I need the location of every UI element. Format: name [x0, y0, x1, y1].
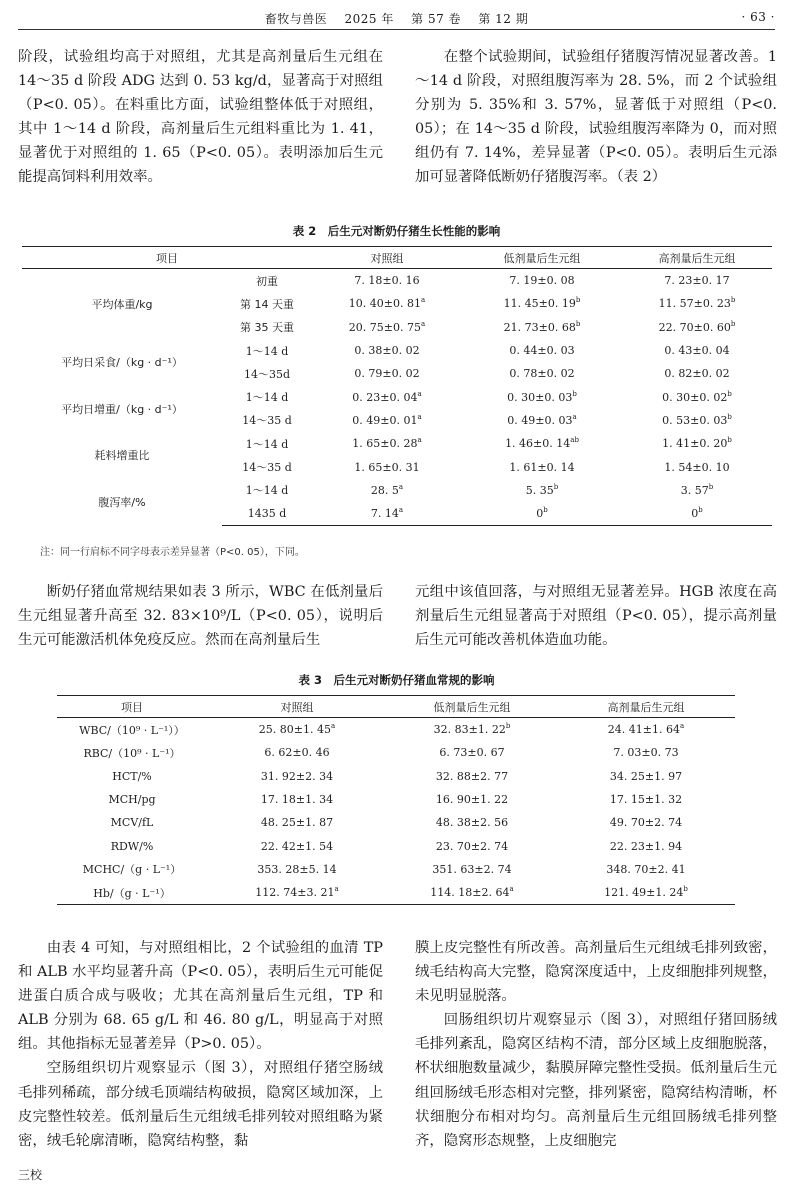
cell: 0. 82±0. 02: [664, 367, 730, 381]
text-top-right: [415, 45, 777, 190]
cell: 32. 88±2. 77: [435, 769, 509, 783]
cell: 3. 57$^b$: [680, 482, 714, 497]
text-bottom-right: [415, 936, 777, 1153]
cell: 121. 49±1. 24$^b$: [557, 881, 735, 905]
footer-proof-mark: 三校: [18, 1168, 43, 1182]
cell: 0. 30±0. 02$^b$: [662, 389, 732, 404]
text-top-left: [18, 45, 383, 190]
cell: 351. 63±2. 74: [432, 862, 512, 876]
cell: 0. 43±0. 04: [664, 344, 730, 358]
table3: [57, 695, 735, 905]
cell: 28. 5$^a$: [370, 482, 404, 497]
row-group-label: 耗料增重比: [94, 449, 150, 463]
cell: 0$^b$: [462, 502, 622, 526]
col-header: 低剂量后生元组: [387, 696, 557, 718]
table-row: [57, 718, 735, 742]
col-header: 高剂量后生元组: [622, 247, 772, 269]
cell: 10. 40±0. 81$^a$: [348, 296, 426, 311]
cell: 31. 92±2. 34: [260, 769, 334, 783]
paragraph: 由表 4 可知，与对照组相比，2 个试验组的血清 TP 和 ALB 水平均显著升高（P<0. 05），表明后生元可能促进蛋白质合成与吸收；尤其在高剂量后生元组，TP 和 ALB 分别为 68. 65 g/L 和 46. 80 g/L，明显高于对照组。其他指标无显著差异（P>0. 05）。: [18, 940, 383, 1053]
col-header: 低剂量后生元组: [462, 247, 622, 269]
cell: 23. 70±2. 74: [435, 839, 509, 853]
table-row: [22, 432, 772, 455]
row-label: WBC/（10⁹ · L⁻¹））: [79, 723, 185, 737]
cell: 17. 15±1. 32: [609, 793, 683, 807]
cell: 16. 90±1. 22: [435, 793, 509, 807]
table-row: [57, 881, 735, 905]
cell: 7. 18±0. 16: [354, 274, 420, 288]
row-label: RBC/（10⁹ · L⁻¹）: [83, 746, 181, 760]
col-header: 高剂量后生元组: [557, 696, 735, 718]
cell: 0. 38±0. 02: [354, 344, 420, 358]
row-label: RDW/%: [110, 839, 154, 853]
row-group-label: 平均日采食/（kg · d⁻¹）: [61, 356, 183, 370]
cell: 112. 74±3. 21$^a$: [207, 881, 387, 905]
cell: 0. 79±0. 02: [354, 367, 420, 381]
cell: 48. 25±1. 87: [260, 816, 334, 830]
cell: 22. 23±1. 94: [609, 839, 683, 853]
cell: 11. 45±0. 19$^b$: [503, 296, 581, 311]
cell: 22. 70±0. 60$^b$: [658, 319, 736, 334]
cell: 17. 18±1. 34: [260, 793, 334, 807]
col-header: 项目: [22, 247, 312, 269]
cell: 1. 41±0. 20$^b$: [662, 436, 732, 451]
paragraph: 在整个试验期间，试验组仔猪腹泻情况显著改善。1～14 d 阶段，对照组腹泻率为 28. 5%，而 2 个试验组分别为 5. 35%和 3. 57%，显著低于对照组（P<0. 05）；在 14～35 d 阶段，试验组腹泻率降为 0，而对照组仍有 7. 14%，差异显著（P<0. 05）。表明后生元添加可显著降低断奶仔猪腹泻率。（表 2）: [415, 49, 777, 186]
cell: 0. 49±0. 03$^a$: [507, 412, 577, 427]
cell: 32. 83±1. 22$^b$: [433, 722, 511, 737]
table-row: [22, 269, 772, 293]
col-header: 对照组: [312, 247, 462, 269]
row-label: HCT/%: [112, 769, 152, 783]
cell: 1. 65±0. 31: [354, 460, 420, 474]
table-row: [57, 765, 735, 788]
row-sub-label: 1～14 d: [245, 484, 289, 498]
table-row: [22, 339, 772, 362]
row-sub-label: 14～35 d: [242, 461, 292, 475]
journal-issue: 第 12 期: [478, 12, 529, 26]
row-sub-label: 14～35 d: [242, 414, 292, 428]
cell: 6. 73±0. 67: [439, 746, 505, 760]
cell: 1. 46±0. $14^{ab}$: [505, 436, 579, 451]
col-header: 项目: [57, 696, 207, 718]
cell: 20. 75±0. 75$^a$: [348, 319, 426, 334]
cell: 114. 18±2. 64$^a$: [387, 881, 557, 905]
table2-header-row: [22, 247, 772, 269]
cell: 353. 28±5. 14: [257, 862, 337, 876]
table2-caption: 表 2 后生元对断奶仔猪生长性能的影响: [292, 224, 501, 238]
cell: 0. 49±0. 01$^a$: [352, 412, 422, 427]
row-group-label: 腹泻率/%: [98, 496, 146, 510]
table3-caption: 表 3 后生元对断奶仔猪血常规的影响: [298, 673, 495, 687]
paragraph: 回肠组织切片观察显示（图 3），对照组仔猪回肠绒毛排列紊乱，隐窝区结构不清，部分区域上皮细胞脱落，杯状细胞数量减少，黏膜屏障完整性受损。低剂量后生元组回肠绒毛形态相对完整，排列紧密，隐窝结构清晰，杯状细胞分布相对均匀。高剂量后生元组回肠绒毛排列整齐，隐窝形态规整，上皮细胞完: [415, 1012, 777, 1149]
text-mid-left: [18, 580, 383, 652]
cell: 11. 57±0. 23$^b$: [658, 296, 736, 311]
table-row: [57, 858, 735, 881]
cell: 1. 54±0. 10: [664, 460, 730, 474]
paragraph: 断奶仔猪血常规结果如表 3 所示，WBC 在低剂量后生元组显著升高至 32. 83×10⁹/L（P<0. 05），说明后生元可能激活机体免疫反应。然而在高剂量后生: [18, 584, 383, 649]
cell: 48. 38±2. 56: [435, 816, 509, 830]
cell: 24. 41±1. 64$^a$: [607, 722, 685, 737]
paragraph: 膜上皮完整性有所改善。高剂量后生元组绒毛排列致密，绒毛结构高大完整，隐窝深度适中，上皮细胞排列规整，未见明显脱落。: [415, 940, 777, 1005]
cell: 0. 44±0. 03: [509, 344, 575, 358]
table-row: [22, 479, 772, 502]
paragraph: 元组中该值回落，与对照组无显著差异。HGB 浓度在高剂量后生元组显著高于对照组（P<0. 05），提示高剂量后生元可能改善机体造血功能。: [415, 584, 777, 649]
cell: 0. 23±0. 04$^a$: [352, 389, 422, 404]
cell: 7. 19±0. 08: [509, 274, 575, 288]
paragraph: 空肠组织切片观察显示（图 3），对照组仔猪空肠绒毛排列稀疏，部分绒毛顶端结构破损，隐窝区域加深，上皮完整性较差。低剂量后生元组绒毛排列较对照组略为紧密，绒毛轮廓清晰，隐窝结构整，黏: [18, 1060, 383, 1149]
row-sub-label: 第 35 天重: [240, 321, 294, 335]
cell: 34. 25±1. 97: [609, 769, 683, 783]
row-group-label: 平均体重/kg: [91, 297, 153, 311]
row-label: MCHC/（g · L⁻¹）: [82, 863, 182, 877]
cell: 0. 30±0. 03$^b$: [507, 389, 577, 404]
text-bottom-left: [18, 936, 383, 1153]
cell: 7. 23±0. 17: [664, 274, 730, 288]
cell: 0. 53±0. 03$^b$: [662, 412, 732, 427]
table-row: [22, 385, 772, 408]
cell: 0$^b$: [622, 502, 772, 526]
page-number: · 63 ·: [741, 10, 775, 24]
cell: 6. 62±0. 46: [264, 746, 330, 760]
cell: 5. 35$^b$: [525, 482, 559, 497]
row-sub-label: 1～14 d: [245, 391, 289, 405]
row-label: MCV/fL: [110, 816, 154, 830]
cell: 7. 03±0. 73: [613, 746, 679, 760]
cell: 49. 70±2. 74: [609, 816, 683, 830]
cell: 348. 70±2. 41: [606, 862, 686, 876]
row-sub-label: 1～14 d: [245, 437, 289, 451]
cell: 21. 73±0. 68$^b$: [503, 319, 581, 334]
cell: 25. 80±1. 45$^a$: [258, 722, 336, 737]
paragraph: 阶段，试验组均高于对照组，尤其是高剂量后生元组在 14～35 d 阶段 ADG 达到 0. 53 kg/d，显著高于对照组（P<0. 05）。在料重比方面，试验组整体低于对照组，其中 1～14 d 阶段，高剂量后生元组料重比为 1. 41，显著优于对照组的 1. 65（P<0. 05）。表明添加后生元能提高饲料利用效率。: [18, 49, 383, 186]
row-sub-label: 第 14 天重: [240, 297, 294, 311]
table3-header-row: [57, 696, 735, 718]
journal-volume: 第 57 卷: [411, 12, 462, 26]
table-row: [57, 741, 735, 764]
text-mid-right: [415, 580, 777, 652]
header-rule: [18, 29, 775, 30]
row-label: MCH/pg: [108, 793, 156, 807]
row-sub-label: 初重: [256, 274, 278, 288]
row-sub-label: 1435 d: [222, 502, 312, 526]
row-sub-label: 14～35d: [243, 367, 291, 381]
row-sub-label: 1～14 d: [245, 344, 289, 358]
row-label: Hb/（g · L⁻¹）: [57, 881, 207, 905]
journal-year: 2025 年: [344, 12, 394, 26]
cell: 1. 61±0. 14: [509, 460, 575, 474]
cell: 1. 65±0. 28$^a$: [352, 436, 422, 451]
row-group-label: 平均日增重/（kg · d⁻¹）: [61, 402, 183, 416]
table-row: [57, 811, 735, 834]
cell: 0. 78±0. 02: [509, 367, 575, 381]
journal-name: 畜牧与兽医: [264, 12, 328, 26]
table-row: [57, 834, 735, 857]
table-row: [57, 788, 735, 811]
cell: 22. 42±1. 54: [260, 839, 334, 853]
table2-note: 注：同一行肩标不同字母表示差异显著（P<0. 05），下同。: [40, 547, 305, 558]
col-header: 对照组: [207, 696, 387, 718]
journal-info: [0, 10, 793, 27]
table2: [22, 246, 772, 526]
running-header: [0, 8, 793, 30]
cell: 7. 14$^a$: [312, 502, 462, 526]
